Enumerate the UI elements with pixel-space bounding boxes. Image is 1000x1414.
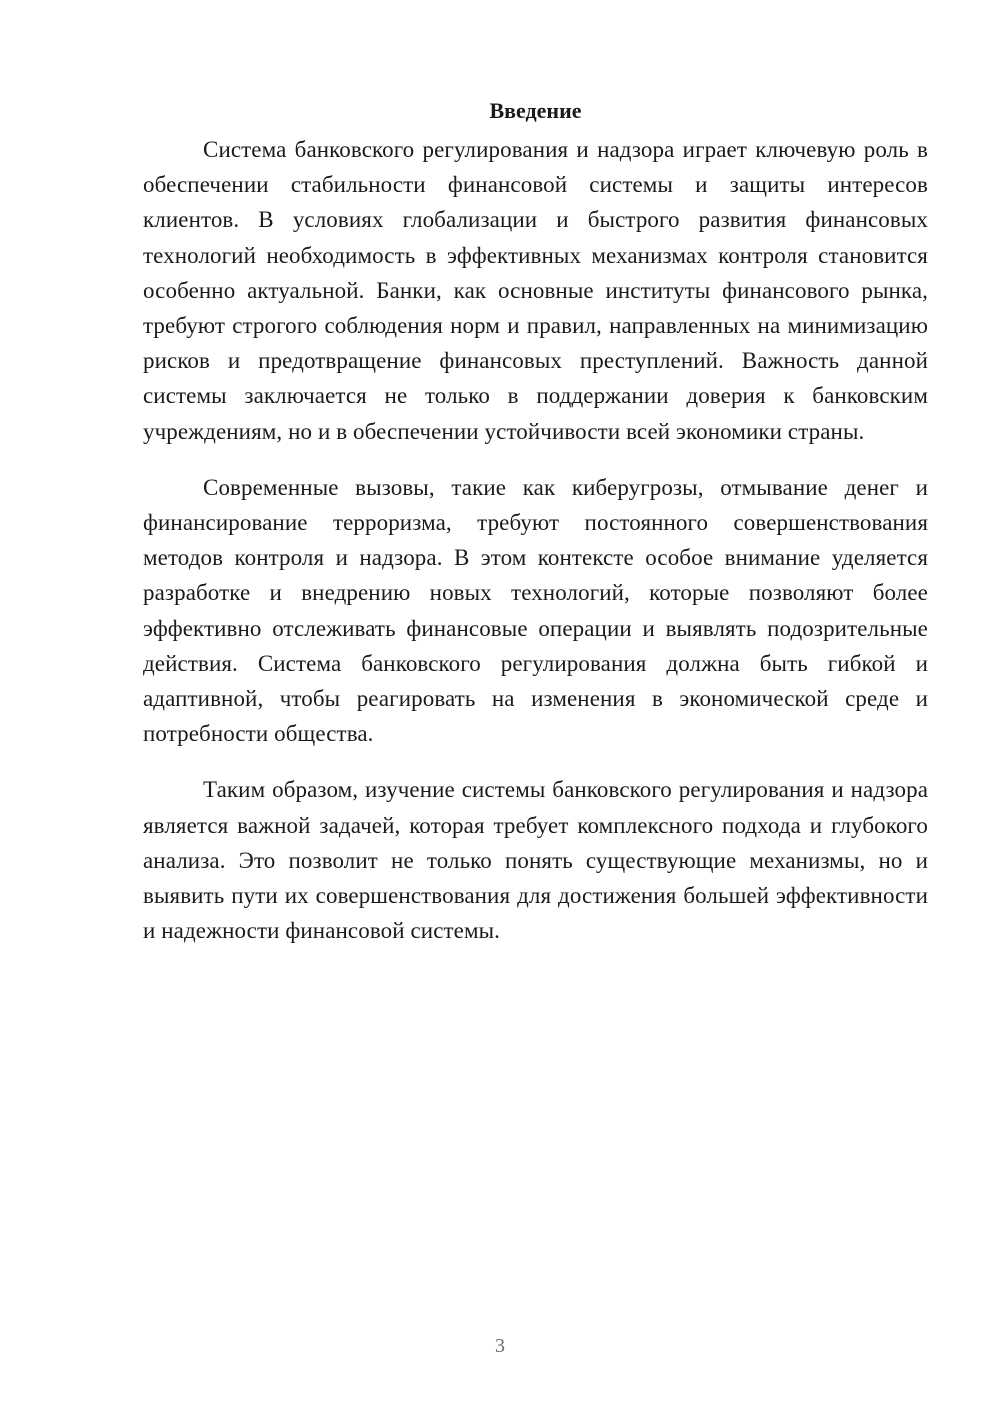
paragraph-2: Современные вызовы, такие как киберугрозы, отмывание денег и финансирование терроризма, требуют постоянного совершенствования методов контроля и надзора. В этом контексте особое внимание уделяется разработке и внедрению новых технологий, которые позволяют более эффективно отслеживать финансовые операции и выявлять подозрительные действия. Система банковского регулирования должна быть гибкой и адаптивной, чтобы реагировать на изменения в экономической среде и потребности общества.: [143, 474, 928, 747]
paragraph-1: Система банковского регулирования и надзора играет ключевую роль в обеспечении стабильности финансовой системы и защиты интересов клиентов. В условиях глобализации и быстрого развития финансовых технологий необходимость в эффективных механизмах контроля становится особенно актуальной. Банки, как основные институты финансового рынка, требуют строгого соблюдения норм и правил, направленных на минимизацию рисков и предотвращение финансовых преступлений. Важность данной системы заключается не только в поддержании доверия к банковским учреждениям, но и в обеспечении устойчивости всей экономики страны.: [143, 137, 928, 444]
paragraph-3: Таким образом, изучение системы банковского регулирования и надзора является важной задачей, которая требует комплексного подхода и глубокого анализа. Это позволит не только понять существующие механизмы, но и выявить пути их совершенствования для достижения большей эффективности и надежности финансовой системы.: [143, 777, 928, 944]
page-number: 3: [495, 1335, 505, 1357]
page-content: [143, 96, 928, 948]
section-heading: Введение: [489, 98, 582, 123]
